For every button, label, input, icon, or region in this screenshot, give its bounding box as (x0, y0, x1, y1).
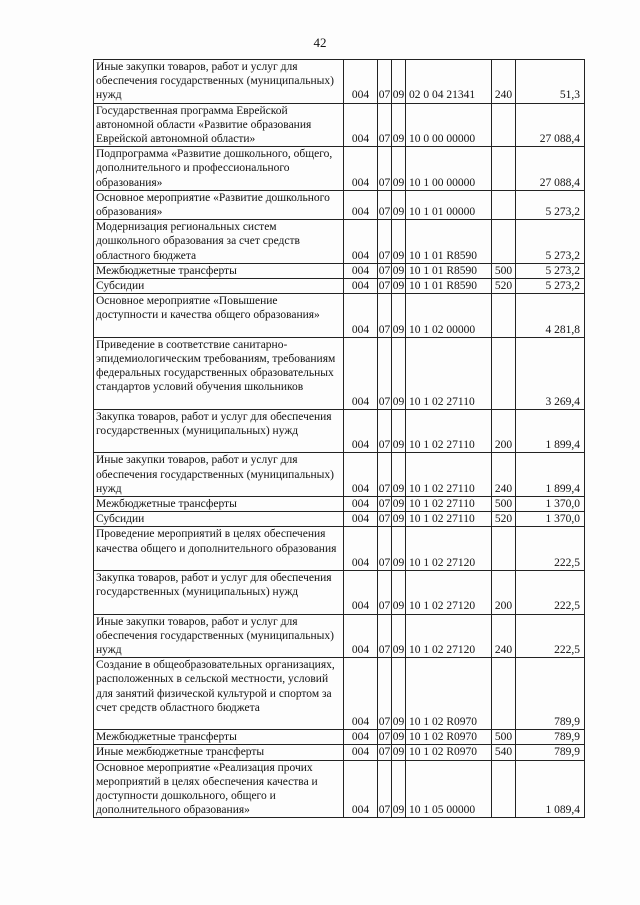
row-subsection-cell: 09 (392, 337, 406, 409)
row-section-cell: 07 (378, 337, 392, 409)
row-section-cell: 07 (378, 746, 391, 759)
row-expense-type-cell: 200 (492, 409, 516, 453)
row-expense-type-cell: 200 (492, 571, 516, 615)
row-target-article-cell: 10 1 02 27110 (406, 453, 492, 497)
row-subsection-cell: 09 (392, 760, 406, 818)
row-subsection-cell: 09 (392, 103, 406, 147)
row-section-cell: 07 (378, 147, 392, 191)
row-name-cell: Межбюджетные трансферты (94, 497, 344, 512)
row-grbs-cell: 004 (344, 614, 378, 658)
row-subsection-cell: 09 (392, 513, 405, 526)
row-subsection-cell: 09 (392, 571, 406, 615)
row-grbs-cell: 004 (344, 658, 378, 730)
row-grbs-cell: 004 (344, 147, 378, 191)
row-amount-cell: 222,5 (516, 571, 585, 615)
row-section-cell: 07 (378, 280, 391, 293)
row-section-cell: 07 (378, 264, 391, 277)
row-expense-type-cell: 500 (492, 263, 516, 278)
row-name-cell: Проведение мероприятий в целях обеспечения качества общего и дополнительного образования (94, 527, 344, 571)
budget-table (93, 59, 585, 818)
row-target-article-cell: 10 1 01 R8590 (406, 279, 492, 294)
row-subsection-cell: 09 (392, 147, 406, 191)
row-subsection-cell: 09 (392, 731, 405, 744)
row-grbs-cell: 004 (344, 512, 378, 527)
table-row (94, 409, 585, 453)
row-section-cell: 07 (378, 60, 392, 104)
row-subsection-cell: 09 (392, 614, 406, 658)
row-expense-type-cell (492, 220, 516, 264)
row-target-article-cell: 10 1 02 27110 (406, 337, 492, 409)
row-target-article-cell: 10 1 01 00000 (406, 190, 492, 219)
row-target-article-cell: 10 1 01 R8590 (406, 263, 492, 278)
row-amount-cell: 4 281,8 (516, 294, 585, 338)
row-section-cell: 07 (378, 190, 392, 219)
table-row (94, 658, 585, 730)
budget-table-body (94, 60, 585, 818)
row-name-cell: Межбюджетные трансферты (94, 263, 344, 278)
row-grbs-cell: 004 (344, 279, 378, 294)
row-amount-cell: 789,9 (516, 745, 585, 760)
row-amount-cell: 789,9 (516, 730, 585, 745)
row-target-article-cell: 02 0 04 21341 (406, 60, 492, 104)
row-target-article-cell: 10 1 05 00000 (406, 760, 492, 818)
table-row (94, 497, 585, 512)
row-expense-type-cell: 240 (492, 453, 516, 497)
row-name-cell: Субсидии (94, 279, 344, 294)
row-amount-cell: 1 899,4 (516, 453, 585, 497)
row-expense-type-cell (492, 103, 516, 147)
row-amount-cell: 27 088,4 (516, 147, 585, 191)
row-name-cell: Создание в общеобразовательных организациях, расположенных в сельской местности, условий для занятий физической культурой и спортом за счет средств областного бюджета (94, 658, 344, 730)
row-expense-type-cell: 500 (492, 730, 516, 745)
row-amount-cell: 1 089,4 (516, 760, 585, 818)
row-name-cell: Государственная программа Еврейской автономной области «Развитие образования Еврейской автономной области» (94, 103, 344, 147)
row-section-cell: 07 (378, 453, 392, 497)
row-grbs-cell: 004 (344, 527, 378, 571)
row-grbs-cell: 004 (344, 263, 378, 278)
row-target-article-cell: 10 1 00 00000 (406, 147, 492, 191)
row-section-cell: 07 (378, 760, 392, 818)
row-amount-cell: 222,5 (516, 614, 585, 658)
row-section-cell: 07 (378, 498, 391, 511)
row-section-cell: 07 (378, 103, 392, 147)
row-target-article-cell: 10 1 02 27120 (406, 571, 492, 615)
row-section-cell: 07 (378, 294, 392, 338)
row-expense-type-cell (492, 337, 516, 409)
row-amount-cell: 5 273,2 (516, 279, 585, 294)
row-amount-cell: 27 088,4 (516, 103, 585, 147)
row-expense-type-cell: 520 (492, 512, 516, 527)
row-expense-type-cell (492, 658, 516, 730)
row-grbs-cell: 004 (344, 453, 378, 497)
row-section-cell: 07 (378, 614, 392, 658)
row-subsection-cell: 09 (392, 190, 406, 219)
row-subsection-cell: 09 (392, 60, 406, 104)
row-grbs-cell: 004 (344, 294, 378, 338)
table-row (94, 527, 585, 571)
row-section-cell: 07 (378, 220, 392, 264)
row-subsection-cell: 09 (392, 498, 405, 511)
row-section-cell: 07 (378, 658, 392, 730)
row-target-article-cell: 10 1 02 00000 (406, 294, 492, 338)
row-amount-cell: 1 370,0 (516, 497, 585, 512)
table-row (94, 279, 585, 294)
row-section-cell: 07 (378, 409, 392, 453)
table-row (94, 147, 585, 191)
row-target-article-cell: 10 1 02 27120 (406, 614, 492, 658)
row-name-cell: Иные закупки товаров, работ и услуг для обеспечения государственных (муниципальных) нужд (94, 453, 344, 497)
table-row (94, 730, 585, 745)
row-grbs-cell: 004 (344, 60, 378, 104)
row-target-article-cell: 10 1 02 27110 (406, 409, 492, 453)
row-amount-cell: 5 273,2 (516, 220, 585, 264)
row-name-cell: Закупка товаров, работ и услуг для обеспечения государственных (муниципальных) нужд (94, 571, 344, 615)
row-grbs-cell: 004 (344, 760, 378, 818)
row-name-cell: Иные закупки товаров, работ и услуг для обеспечения государственных (муниципальных) нужд (94, 614, 344, 658)
table-row (94, 103, 585, 147)
table-row (94, 337, 585, 409)
row-grbs-cell: 004 (344, 497, 378, 512)
row-amount-cell: 5 273,2 (516, 263, 585, 278)
row-subsection-cell: 09 (392, 264, 405, 277)
row-grbs-cell: 004 (344, 571, 378, 615)
row-amount-cell: 1 370,0 (516, 512, 585, 527)
row-expense-type-cell: 520 (492, 279, 516, 294)
row-name-cell: Модернизация региональных систем дошкольного образования за счет средств областного бюджета (94, 220, 344, 264)
row-target-article-cell: 10 1 02 27110 (406, 512, 492, 527)
row-subsection-cell: 09 (392, 280, 405, 293)
row-name-cell: Основное мероприятие «Повышение доступности и качества общего образования» (94, 294, 344, 338)
row-expense-type-cell: 500 (492, 497, 516, 512)
row-amount-cell: 1 899,4 (516, 409, 585, 453)
row-expense-type-cell (492, 760, 516, 818)
row-subsection-cell: 09 (392, 658, 406, 730)
row-grbs-cell: 004 (344, 103, 378, 147)
row-target-article-cell: 10 1 02 R0970 (406, 730, 492, 745)
table-row (94, 745, 585, 760)
table-row (94, 760, 585, 818)
row-target-article-cell: 10 1 02 27120 (406, 527, 492, 571)
row-expense-type-cell: 540 (492, 745, 516, 760)
row-subsection-cell: 09 (392, 294, 406, 338)
row-name-cell: Иные межбюджетные трансферты (94, 745, 344, 760)
table-row (94, 571, 585, 615)
row-expense-type-cell (492, 190, 516, 219)
row-expense-type-cell: 240 (492, 614, 516, 658)
row-target-article-cell: 10 1 01 R8590 (406, 220, 492, 264)
row-name-cell: Основное мероприятие «Реализация прочих мероприятий в целях обеспечения качества и доступности дошкольного, общего и дополнительного образования» (94, 760, 344, 818)
table-row (94, 294, 585, 338)
row-grbs-cell: 004 (344, 745, 378, 760)
row-amount-cell: 222,5 (516, 527, 585, 571)
table-row (94, 60, 585, 104)
table-row (94, 614, 585, 658)
row-grbs-cell: 004 (344, 220, 378, 264)
row-name-cell: Основное мероприятие «Развитие дошкольного образования» (94, 190, 344, 219)
row-amount-cell: 789,9 (516, 658, 585, 730)
table-row (94, 220, 585, 264)
row-section-cell: 07 (378, 513, 391, 526)
table-row (94, 263, 585, 278)
row-section-cell: 07 (378, 731, 391, 744)
row-name-cell: Иные закупки товаров, работ и услуг для обеспечения государственных (муниципальных) нужд (94, 60, 344, 104)
row-target-article-cell: 10 0 00 00000 (406, 103, 492, 147)
row-section-cell: 07 (378, 571, 392, 615)
row-target-article-cell: 10 1 02 27110 (406, 497, 492, 512)
row-target-article-cell: 10 1 02 R0970 (406, 745, 492, 760)
row-expense-type-cell (492, 294, 516, 338)
row-amount-cell: 3 269,4 (516, 337, 585, 409)
row-subsection-cell: 09 (392, 409, 406, 453)
row-target-article-cell: 10 1 02 R0970 (406, 658, 492, 730)
row-name-cell: Подпрограмма «Развитие дошкольного, общего, дополнительного и профессионального образования» (94, 147, 344, 191)
row-subsection-cell: 09 (392, 527, 406, 571)
row-amount-cell: 5 273,2 (516, 190, 585, 219)
row-name-cell: Субсидии (94, 512, 344, 527)
row-expense-type-cell (492, 147, 516, 191)
row-grbs-cell: 004 (344, 409, 378, 453)
row-grbs-cell: 004 (344, 730, 378, 745)
row-name-cell: Закупка товаров, работ и услуг для обеспечения государственных (муниципальных) нужд (94, 409, 344, 453)
table-row (94, 453, 585, 497)
row-name-cell: Приведение в соответствие санитарно-эпидемиологическим требованиям, требованиям федеральных государственных образовательных стандартов условий обучения школьников (94, 337, 344, 409)
row-grbs-cell: 004 (344, 190, 378, 219)
row-name-cell: Межбюджетные трансферты (94, 730, 344, 745)
row-expense-type-cell: 240 (492, 60, 516, 104)
row-grbs-cell: 004 (344, 337, 378, 409)
row-subsection-cell: 09 (392, 220, 406, 264)
row-expense-type-cell (492, 527, 516, 571)
row-section-cell: 07 (378, 527, 392, 571)
row-subsection-cell: 09 (392, 746, 405, 759)
row-subsection-cell: 09 (392, 453, 406, 497)
table-row (94, 512, 585, 527)
page-number: 42 (313, 35, 327, 50)
table-row (94, 190, 585, 219)
row-amount-cell: 51,3 (516, 60, 585, 104)
